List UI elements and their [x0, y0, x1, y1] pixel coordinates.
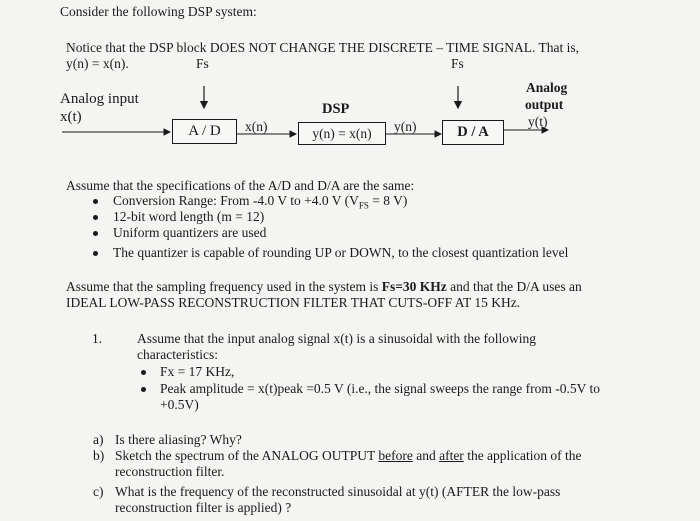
question-number: 1.: [92, 331, 103, 346]
dsp-equation: y(n) = x(n): [312, 125, 372, 141]
bullet: [93, 251, 98, 256]
heading: Consider the following DSP system:: [60, 4, 257, 19]
spec-item: Uniform quantizers are used: [113, 225, 267, 240]
part-text-cont: reconstruction filter.: [115, 464, 225, 479]
bullet: [141, 370, 146, 375]
output-signal-label: y(t): [528, 114, 548, 129]
fs-left-label: Fs: [196, 56, 209, 71]
question-bullet-2-cont: +0.5V): [160, 397, 199, 412]
part-label: a): [93, 432, 104, 447]
spec-item: The quantizer is capable of rounding UP or DOWN, to the closest quantization level: [113, 245, 569, 260]
yn-label: y(n): [394, 119, 417, 134]
question-line-1: Assume that the input analog signal x(t) is a sinusoidal with the following: [137, 331, 536, 346]
input-signal-label: x(t): [60, 109, 82, 125]
question-bullet-1: Fx = 17 KHz,: [160, 364, 235, 379]
dsp-block: [298, 122, 386, 145]
xn-label: x(n): [245, 119, 268, 134]
da-label: D / A: [457, 124, 489, 140]
da-converter-block: [442, 120, 504, 145]
spec-item: Conversion Range: From -4.0 V to +4.0 V ($V_{FS} = 8$ V): [113, 193, 408, 211]
sampling-line-2: IDEAL LOW-PASS RECONSTRUCTION FILTER THAT CUTS-OFF AT 15 KHz.: [66, 295, 521, 310]
question-bullet-2: Peak amplitude = x(t)peak =0.5 V (i.e., the signal sweeps the range from -0.5V to: [160, 381, 601, 396]
analog-input-label: Analog input: [60, 91, 139, 107]
bullet: [93, 199, 98, 204]
part-label: c): [93, 484, 104, 499]
analog-output-label: Analog: [526, 80, 568, 95]
bullet: [93, 215, 98, 220]
specs-intro: Assume that the specifications of the A/D and D/A are the same:: [66, 178, 415, 193]
bullet: [141, 387, 146, 392]
ad-label: A / D: [188, 123, 221, 139]
bullet: [93, 231, 98, 236]
part-text: What is the frequency of the reconstructed sinusoidal at y(t) (AFTER the low-pass: [115, 484, 561, 499]
fs-right-label: Fs: [451, 56, 464, 71]
part-label: b): [93, 448, 105, 463]
ad-converter-block: [172, 119, 237, 144]
spec-item: 12-bit word length (m = 12): [113, 209, 265, 224]
notice-line-2: y(n) = x(n).: [66, 56, 129, 71]
sampling-line-1: Assume that the sampling frequency used in the system is Fs=30 KHz and that the D/A uses an: [66, 279, 582, 294]
part-text: Is there aliasing? Why?: [115, 432, 242, 447]
part-text-cont: reconstruction filter is applied) ?: [115, 500, 292, 515]
dsp-title: DSP: [322, 101, 350, 117]
part-text: Sketch the spectrum of the ANALOG OUTPUT before and after the application of the: [115, 448, 582, 463]
notice-line-1: Notice that the DSP block DOES NOT CHANGE THE DISCRETE – TIME SIGNAL. That is,: [66, 40, 579, 55]
analog-output-label-2: output: [525, 97, 564, 112]
question-line-2: characteristics:: [137, 347, 218, 362]
